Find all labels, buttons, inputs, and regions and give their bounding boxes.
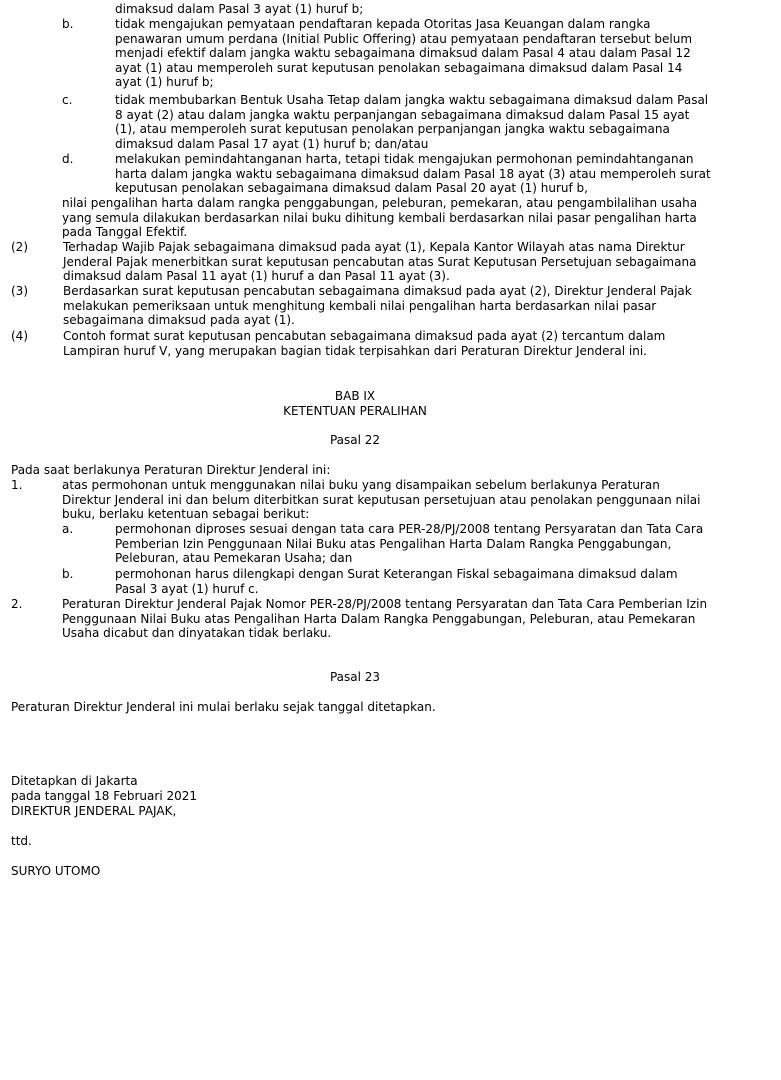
article-22-item-1 [11, 478, 712, 522]
list-item-d [62, 152, 712, 196]
list-item-label: 2. [11, 597, 23, 611]
chapter-title: KETENTUAN PERALIHAN [283, 404, 427, 418]
signature-date: pada tanggal 18 Februari 2021 [11, 789, 197, 803]
sub-item-text: permohonan harus dilengkapi dengan Surat Keterangan Fiskal sebagaimana dimaksud dalam Pasal 3 ayat (1) huruf c. [115, 567, 678, 596]
signature-place: Ditetapkan di Jakarta [11, 774, 138, 788]
list-item-text: Peraturan Direktur Jenderal Pajak Nomor PER-28/PJ/2008 tentang Persyaratan dan Tata Cara Pemberian Izin Penggunaan Nilai Buku atas Pengalihan Harta Dalam Rangka Penggabungan, Peleburan, atau Pemekaran Usaha dicabut dan dinyatakan tidak berlaku. [62, 597, 708, 641]
article-22-subitem-b [62, 567, 712, 596]
ayat-text: Berdasarkan surat keputusan pencabutan sebagaimana dimaksud pada ayat (2), Direktur Jenderal Pajak melakukan pemeriksaan untuk menghitung kembali nilai pengalihan harta berdasarkan nilai pasar sebagaimana dimaksud pada ayat (1). [63, 284, 692, 328]
signatory-name: SURYO UTOMO [11, 864, 101, 878]
pasal21-closing-paragraph: nilai pengalihan harta dalam rangka penggabungan, peleburan, pemekaran, atau pengambilalihan usaha yang semula dilakukan berdasarkan nilai buku dihitung kembali berdasarkan nilai pasar pengalihan harta pada Tanggal Efektif. [62, 196, 698, 240]
signature-ttd: ttd. [11, 834, 32, 848]
chapter-number: BAB IX [334, 389, 376, 403]
list-item-text: tidak mengajukan pemyataan pendaftaran kepada Otoritas Jasa Keuangan dalam rangka penawaran umum perdana (Initial Public Offering) atau pemyataan pendaftaran tersebut belum menjadi efektif dalam jangka waktu sebagaimana dimaksud dalam Pasal 4 atau dalam Pasal 12 ayat (1) atau memperoleh surat keputusan penolakan sebagaimana dimaksud dalam Pasal 14 ayat (1) huruf b; [115, 17, 693, 90]
list-item-text: melakukan pemindahtanganan harta, tetapi tidak mengajukan permohonan pemindahtanganan harta dalam jangka waktu sebagaimana dimaksud dalam Pasal 18 ayat (3) atau memperoleh surat keputusan penolakan sebagaimana dimaksud dalam Pasal 20 ayat (1) huruf b, [115, 152, 711, 196]
ayat-label: (3) [11, 284, 28, 298]
sub-item-label: b. [62, 567, 74, 581]
list-item-label: d. [62, 152, 74, 166]
carryover-line: dimaksud dalam Pasal 3 ayat (1) huruf b; [115, 2, 364, 16]
ayat-2 [11, 240, 712, 284]
ayat-label: (4) [11, 329, 28, 343]
list-item-label: c. [62, 93, 73, 107]
list-item-label: 1. [11, 478, 23, 492]
signature-office: DIREKTUR JENDERAL PAJAK, [11, 804, 177, 818]
article-heading-22: Pasal 22 [329, 433, 381, 447]
article-heading-23: Pasal 23 [329, 670, 381, 684]
list-item-b [62, 17, 712, 90]
article-23-text: Peraturan Direktur Jenderal ini mulai berlaku sejak tanggal ditetapkan. [11, 700, 436, 714]
ayat-3 [11, 284, 712, 328]
sub-item-label: a. [62, 522, 74, 536]
article-22-item-2 [11, 597, 712, 641]
sub-item-text: permohonan diproses sesuai dengan tata cara PER-28/PJ/2008 tentang Persyaratan dan Tata Cara Pemberian Izin Penggunaan Nilai Buku atas Pengalihan Harta Dalam Rangka Penggabungan, Peleburan, atau Pemekaran Usaha; dan [115, 522, 704, 566]
list-item-text: atas permohonan untuk menggunakan nilai buku yang disampaikan sebelum berlakunya Peraturan Direktur Jenderal ini dan belum diterbitkan surat keputusan persetujuan atau penolakan penggunaan nilai buku, berlaku ketentuan sebagai berikut: [62, 478, 701, 522]
list-item-c [62, 93, 712, 151]
article-22-intro: Pada saat berlakunya Peraturan Direktur Jenderal ini: [11, 463, 331, 477]
article-22-subitem-a [62, 522, 712, 566]
ayat-4 [11, 329, 712, 358]
ayat-label: (2) [11, 240, 28, 254]
list-item-text: tidak membubarkan Bentuk Usaha Tetap dalam jangka waktu sebagaimana dimaksud dalam Pasal 8 ayat (2) atau dalam jangka waktu perpanjangan sebagaimana dimaksud dalam Pasal 15 ayat (1), atau memperoleh surat keputusan penolakan perpanjangan jangka waktu sebagaimana dimaksud dalam Pasal 17 ayat (1) huruf b; dan/atau [115, 93, 709, 151]
ayat-text: Contoh format surat keputusan pencabutan sebagaimana dimaksud pada ayat (2) tercantum dalam Lampiran huruf V, yang merupakan bagian tidak terpisahkan dari Peraturan Direktur Jenderal ini. [63, 329, 666, 358]
ayat-text: Terhadap Wajib Pajak sebagaimana dimaksud pada ayat (1), Kepala Kantor Wilayah atas nama Direktur Jenderal Pajak menerbitkan surat keputusan pencabutan atas Surat Keputusan Persetujuan sebagaimana dimaksud dalam Pasal 11 ayat (1) huruf a dan Pasal 11 ayat (3). [63, 240, 697, 284]
list-item-label: b. [62, 17, 74, 31]
